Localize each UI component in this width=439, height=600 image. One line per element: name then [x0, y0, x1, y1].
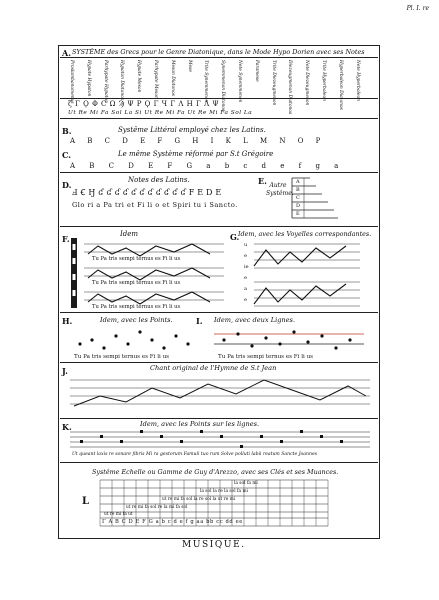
heading-g: Idem, avec les Voyelles correspondantes. [238, 230, 372, 238]
greek-note-name: Meson Diatonos [169, 60, 175, 96]
gamme-row-2: la sol la re la sol fa mi [200, 489, 248, 494]
ut-queant-text: Ut queant laxis re sonare fibris Mi ra gestorum Famuli tuo rum Solve polluti labii reatum Sancte Joannes [72, 452, 318, 457]
greek-note-name: Hypaton Diatonos [119, 60, 125, 101]
gamme-row-5: ut re mi fa ut [104, 512, 133, 517]
heading-i: Idem, avec deux Lignes. [214, 316, 296, 324]
gamme-row-1: la sol fa mi [234, 481, 258, 486]
vowel-letter: e [244, 253, 247, 259]
points-staff-h [68, 326, 198, 354]
neume-row: Ⅎ Ꞓ Ꜧ ʛ ʛ ʛ ʛ ʛ ʛ ʛ ʛ ʛ ʛ ʛ F E D E [72, 188, 222, 197]
section-letter-h: H. [62, 316, 73, 326]
section-letter-f: F. [62, 234, 70, 244]
syllable-row: Ut Re Mi Fa Sol La Si Ut Re Mi Fa Ut Re Mi Fa Sol La [68, 110, 253, 116]
vowel-letter: e [244, 297, 247, 303]
greek-note-name: Nete Synemmenon [237, 60, 242, 103]
points-staff-k [70, 428, 370, 450]
section-letter-d: D. [62, 180, 72, 190]
vowel-letter: a [244, 286, 247, 292]
plate-number: Pl. I. re [406, 5, 429, 12]
hymn-syllable-row: Glo ri a Pa tri et Fi li o et Spiri tu i Sancto. [72, 201, 238, 209]
section-letter-b: B. [62, 126, 72, 136]
greek-note-name: Trite Synemmenon [203, 60, 209, 103]
heading-e: Autre Systême. [266, 182, 294, 197]
greek-note-name: Parhypate Hypaton [102, 60, 108, 103]
greek-note-name: Hypate Meson [136, 60, 142, 93]
heading-l: Systême Echelle ou Gamme de Guy d'Arezzo, avec ses Clés et ses Muances. [92, 468, 339, 476]
system-e-letter: A [296, 179, 300, 185]
greek-note-name: Hypate Hypaton [85, 60, 91, 97]
lyric-line-h: Tu Pa tris sempi ternus es Fi li us [74, 354, 170, 360]
hymn-staff-j [70, 372, 370, 416]
heading-b: Systême Littéral employé chez les Latins. [118, 126, 266, 134]
section-letter-c: C. [62, 150, 72, 160]
heading-h: Idem, avec les Points. [100, 316, 173, 324]
greek-note-name: Trite Hyperboleon [321, 60, 326, 101]
gamme-bottom-row: Γ A B C D E F G a b c d e f g aa bb cc dd ee [102, 519, 243, 525]
gregory-letter-row: A B C D E F G a b c d e f g a [70, 162, 345, 170]
greek-note-name: Mese [186, 60, 192, 72]
section-letter-j: J. [62, 366, 68, 376]
two-lines-staff-i [214, 326, 364, 354]
system-e-letter: D [296, 203, 301, 209]
section-letter-i: I. [196, 316, 203, 326]
vowel-letter: e [244, 275, 247, 281]
gamme-grid [100, 480, 328, 526]
gamme-row-4: ut re mi fa sol re la mi fa sol [126, 505, 188, 510]
lyric-line-f1: Tu Pa tris sempi ternus es Fi li us [92, 256, 181, 262]
section-letter-g: G. [230, 232, 240, 242]
section-letter-k: K. [62, 422, 72, 432]
heading-c: Le même Système réformé par S.t Grégoire [118, 150, 274, 158]
system-e-letter: B [296, 187, 300, 193]
latin-letter-row: A B C D E F G H I K L M N O P [70, 137, 326, 145]
greek-note-name: Hyperboleon Diatonos [337, 60, 343, 110]
heading-a: SYSTÊME des Grecs pour le Genre Diatonique, dans le Mode Hypo Dorien avec ses Notes [72, 48, 365, 56]
system-e-letter: E [296, 211, 300, 217]
section-letter-e: E. [258, 176, 267, 186]
vowel-letter: u [244, 242, 248, 248]
heading-d: Notes des Latins. [128, 176, 190, 184]
greek-note-name: Parhypate Meson [153, 60, 158, 99]
lyric-line-f3: Tu Pa tris sempi ternus es Fi li us [92, 304, 181, 310]
neume-staff-f [84, 238, 224, 312]
system-e-letter: C [296, 195, 300, 201]
heading-j: Chant original de l'Hymne de S.t Jean [150, 364, 277, 372]
heading-f: Idem [120, 230, 139, 238]
heading-k: Idem, avec les Points sur les lignes. [140, 420, 260, 428]
greek-note-name: Synemmenon Diatonos [220, 60, 226, 112]
lyric-line-i: Tu Pa tris sempi ternus es Fi li us [218, 354, 314, 360]
section-letter-a: A. [62, 48, 71, 58]
footer-caption: MUSIQUE. [182, 540, 246, 550]
greek-note-name: Trite Diezeugmenon [270, 60, 276, 106]
gamme-row-3: ut re mi fa sol la re sol la ut re mi [162, 497, 236, 502]
greek-note-name: Paramese [253, 60, 259, 82]
greek-note-name: Nete Diezeugmenon [304, 60, 310, 106]
greek-note-name: Proslambanomenos [69, 60, 74, 104]
vowel-letter: ie [244, 264, 249, 270]
neume-staff-g [240, 238, 360, 312]
lyric-line-f2: Tu Pa tris sempi ternus es Fi li us [92, 280, 181, 286]
greek-note-name: Diezeugmenon Diatonos [287, 60, 293, 115]
hand-column [68, 236, 80, 312]
section-letter-l: L [82, 496, 90, 507]
greek-note-name: Nete Hyperboleon [354, 60, 360, 101]
greek-letter-row: ζ Γ Ϙ Φ C Ω Ϡ Ψ Ρ Ϙ Γ Ч Γ Λ Η Γ Λ Ψ [68, 100, 220, 108]
